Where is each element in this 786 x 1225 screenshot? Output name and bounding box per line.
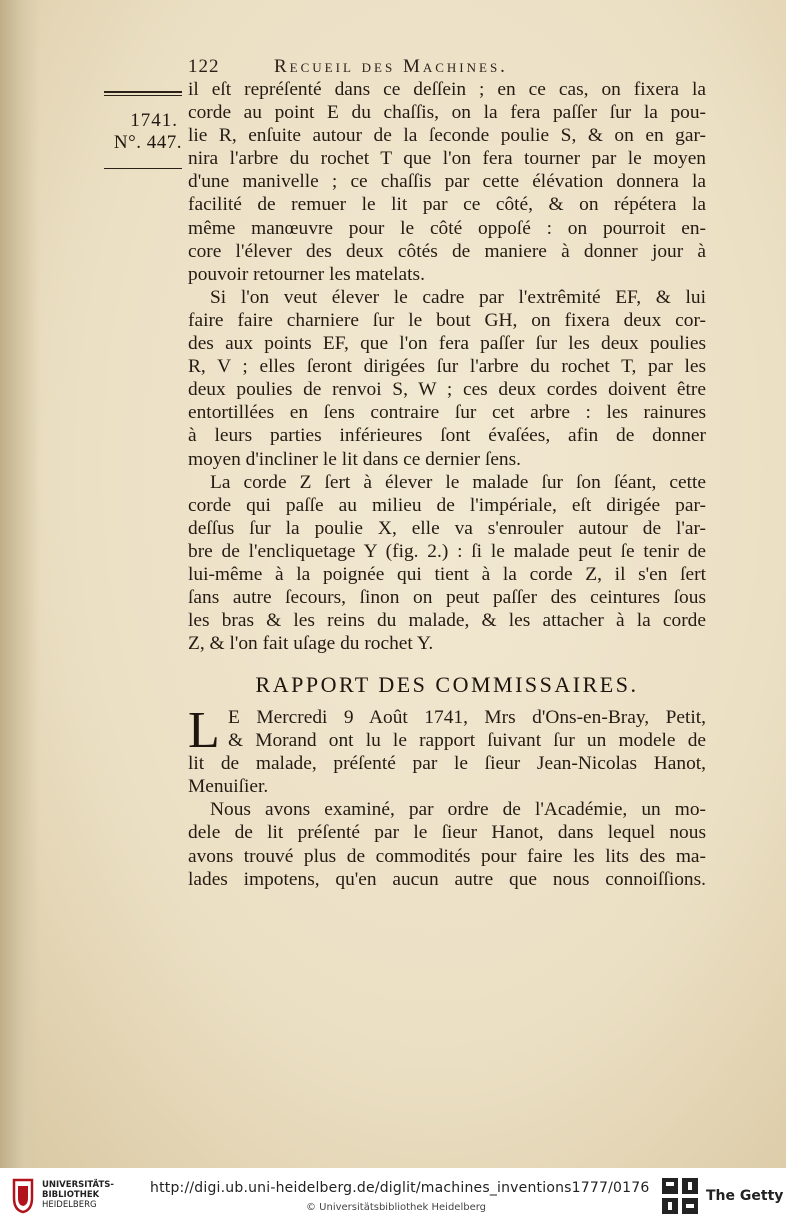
library-name-line: UNIVERSITÄTS- — [42, 1180, 114, 1190]
text-line: & Morand ont lu le rapport ſuivant ſur un modele de — [228, 730, 706, 752]
text-line: des aux points EF, que l'on fera paſſer ſur les deux poulies — [188, 333, 706, 355]
text-line: moyen d'incliner le lit dans ce dernier ſens. — [188, 448, 522, 470]
margin-number: N°. 447. — [113, 132, 182, 153]
text-line: corde au point E du chaſſis, on la fera paſſer ſur la pou- — [188, 102, 706, 124]
margin-rule — [104, 168, 182, 169]
text-line: Nous avons examiné, par ordre de l'Académie, un mo- — [210, 799, 706, 821]
getty-logo-icon[interactable] — [660, 1176, 700, 1216]
text-line: dele de lit préſenté par le ſieur Hanot, dans lequel nous — [188, 822, 706, 844]
text-line: bre de l'encliquetage Y (fig. 2.) : ſi le malade peut ſe tenir de — [188, 540, 706, 562]
text-line: deux poulies de renvoi S, W ; ces deux cordes doivent être — [188, 379, 706, 401]
ub-heidelberg-logo-icon[interactable] — [10, 1178, 36, 1214]
text-line: les bras & les reins du malade, & les attacher à la corde — [188, 610, 706, 632]
text-line: d'une manivelle ; ce chaſſis par cette élévation donnera la — [188, 171, 706, 193]
text-line: lui-même à la poignée qui tient à la corde Z, il s'en ſert — [188, 563, 706, 585]
margin-rule — [104, 91, 182, 93]
text-line: corde qui paſſe au milieu de l'impériale, eſt dirigée par- — [188, 494, 706, 516]
text-line: entortillées en ſens contraire ſur cet arbre : les rainures — [188, 402, 706, 424]
section-heading: RAPPORT DES COMMISSAIRES. — [255, 672, 639, 697]
text-line: core l'élever des deux côtés de maniere à donner jour à — [188, 240, 706, 262]
report-text — [188, 702, 706, 891]
text-line: à leurs parties inférieures ſont évaſées, afin de donner — [188, 425, 706, 447]
library-name-line: BIBLIOTHEK — [42, 1190, 100, 1200]
drop-cap: L — [188, 702, 220, 759]
viewer-footer — [0, 1168, 786, 1225]
text-line: facilité de remuer le lit par ce côté, & on répétera la — [188, 194, 706, 216]
text-line: même manœuvre pour le côté oppoſé : on pourroit en- — [188, 217, 706, 239]
permalink[interactable]: http://digi.ub.uni-heidelberg.de/diglit/machines_inventions1777/0176 — [150, 1180, 650, 1196]
text-line: E Mercredi 9 Août 1741, Mrs d'Ons-en-Bray, Petit, — [228, 707, 706, 728]
text-line: faire faire charniere ſur le bout GH, on fixera deux cor- — [188, 309, 706, 331]
page-number: 122 — [188, 56, 220, 77]
text-line: Si l'on veut élever le cadre par l'extrêmité EF, & lui — [210, 286, 706, 308]
running-title: Recueil des Machines. — [274, 56, 508, 77]
copyright: © Universitätsbibliothek Heidelberg — [306, 1202, 487, 1213]
library-name-line: HEIDELBERG — [42, 1200, 97, 1210]
margin-rule — [104, 95, 182, 96]
partner-name: The Getty — [706, 1188, 784, 1204]
text-line: R, V ; elles ſeront dirigées ſur l'arbre du rochet T, par les — [188, 356, 706, 378]
margin-note — [104, 88, 182, 178]
text-line: La corde Z ſert à élever le malade ſur ſon ſéant, cette — [210, 471, 706, 493]
text-line: lie R, enſuite autour de la ſeconde poulie S, & on en gar- — [188, 125, 706, 147]
text-line: deſſus ſur la poulie X, elle va s'enrouler autour de l'ar- — [188, 517, 706, 539]
text-line: pouvoir retourner les matelats. — [188, 263, 425, 285]
text-line: Menuiſier. — [188, 776, 269, 798]
body-text — [188, 78, 706, 655]
text-line: lades impotens, qu'en aucun autre que nous connoiſſions. — [188, 868, 706, 890]
library-name — [42, 1180, 114, 1210]
page-gutter — [0, 0, 40, 1168]
text-line: il eſt repréſenté dans ce deſſein ; en ce cas, on fixera la — [188, 79, 706, 100]
text-line: avons trouvé plus de commodités pour faire les lits des ma- — [188, 845, 706, 867]
text-line: lit de malade, préſenté par le ſieur Jean-Nicolas Hanot, — [188, 753, 706, 775]
text-line: Z, & l'on fait uſage du rochet Y. — [188, 633, 434, 655]
text-line: ſans autre ſecours, ſinon on peut paſſer des ceintures ſous — [188, 587, 706, 609]
margin-year: 1741. — [130, 110, 178, 131]
text-line: nira l'arbre du rochet T que l'on fera tourner par le moyen — [188, 148, 706, 170]
